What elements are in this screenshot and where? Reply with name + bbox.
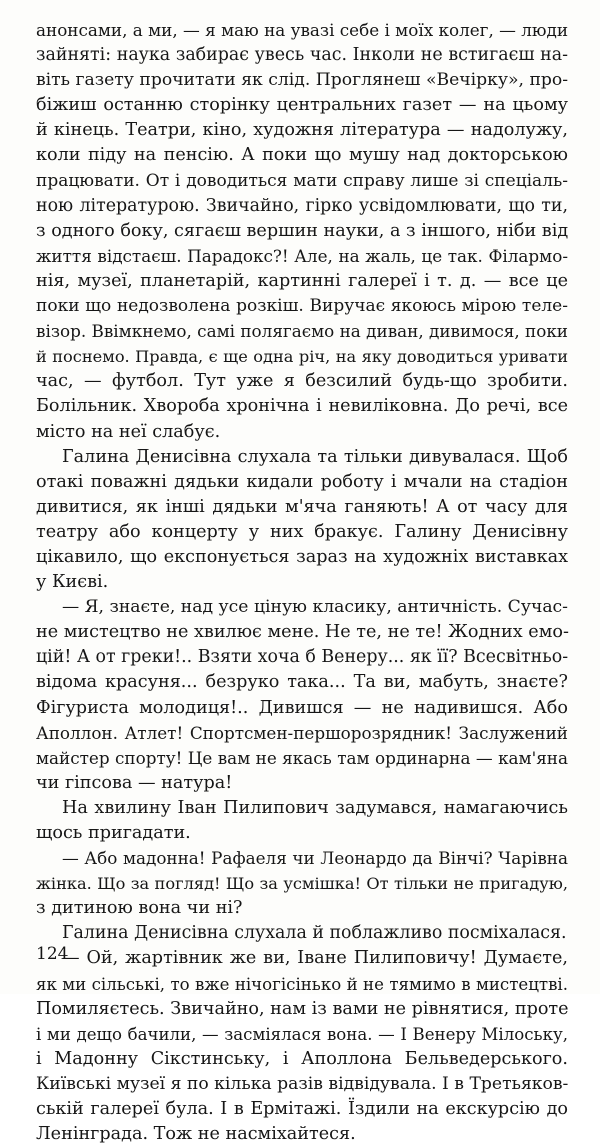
text-line: цікавило, що експонується зараз на художніх виставках <box>36 546 568 567</box>
text-line: й кінець. Театри, кіно, художня література — надолужу, <box>36 120 568 141</box>
text-line: не мистецтво не хвилює мене. Не те, не те! Жодних емо- <box>36 622 569 643</box>
page-number: 124 <box>36 944 69 964</box>
text-line: Аполлон. Атлет! Спортсмен-першорозрядник! Заслужений <box>36 722 568 743</box>
text-line: анонсами, а ми, — я маю на увазі себе і моїх колег, — люди <box>36 20 569 40</box>
text-line: отакі поважні дядьки кидали роботу і мчали на стадіон <box>36 471 568 492</box>
text-line: Ленінграда. Тож не насміхайтеся. <box>36 1124 356 1145</box>
text-line: коли піду на пенсію. А поки що мушу над докторською <box>36 145 568 166</box>
text-line: з дитиною вона чи ні? <box>36 898 243 919</box>
text-line: чи гіпсова — натура! <box>36 772 233 793</box>
text-line: ною літературою. Звичайно, гірко усвідомлювати, що ти, <box>36 195 568 216</box>
text-line: — Я, знаєте, над усе ціную класику, античність. Сучас- <box>62 597 568 618</box>
text-line: щось пригадати. <box>36 823 191 843</box>
text-line: Болільник. Хвороба хронічна і невиліковна. До речі, все <box>36 396 568 417</box>
text-line: відома красуня... безруко така... Та ви, мабуть, знаєте? <box>36 672 568 693</box>
text-line: віть газету прочитати як слід. Проглянеш «Вечірку», про- <box>36 70 569 91</box>
text-line: і Мадонну Сікстинську, і Аполлона Бельведерського. <box>36 1048 568 1069</box>
text-line: — Ой, жартівник же ви, Іване Пилиповичу! Думаєте, <box>62 948 568 969</box>
text-line: зайняті: наука забирає увесь час. Інколи не встигаєш на- <box>36 45 568 66</box>
text-line: Київські музеї я по кілька разів відвідувала. І в Третьяков- <box>36 1073 569 1094</box>
text-line: поки що недозволена розкіш. Виручає якоюсь мірою теле- <box>36 296 568 317</box>
text-line: нія, музеї, планетарій, картинні галереї і т. д. — все це <box>36 270 568 291</box>
text-line: Фігуриста молодиця!.. Дивишся — не надивишся. Або <box>36 697 568 718</box>
text-line: й поснемо. Правда, є ще одна річ, на яку доводиться уривати <box>36 347 568 367</box>
text-line: працювати. От і доводиться мати справу лише зі спеціаль- <box>36 170 568 191</box>
text-line: Галина Денисівна слухала та тільки дивувалася. Щоб <box>62 446 568 467</box>
text-line: Помиляєтесь. Звичайно, нам із вами не рівнятися, проте <box>36 998 569 1019</box>
text-line: місто на неї слабує. <box>36 421 221 442</box>
text-line: ській галереї була. І в Ермітажі. Їздили на екскурсію до <box>36 1099 568 1120</box>
text-line: цій! А от греки!.. Взяти хоча б Венеру... як її? Всесвітньо- <box>36 647 569 668</box>
text-line: жінка. Що за погляд! Що за усмішка! От тільки не пригадую, <box>36 874 568 894</box>
page-body-text <box>36 18 568 1147</box>
text-line: — Або мадонна! Рафаеля чи Леонардо да Вінчі? Чарівна <box>62 848 568 869</box>
text-line: візор. Ввімкнемо, самі полягаємо на диван, дивимося, поки <box>36 321 568 342</box>
text-line: час, — футбол. Тут уже я безсилий будь-що зробити. <box>36 371 568 392</box>
text-line: у Києві. <box>36 572 109 593</box>
text-line: театру або концерту у них бракує. Галину Денисівну <box>36 521 568 542</box>
text-line: життя відстаєш. Парадокс?! Але, на жаль, це так. Філармо- <box>36 245 568 266</box>
text-line: Галина Денисівна слухала й поблажливо посміхалася. <box>62 923 567 944</box>
text-line: На хвилину Іван Пилипович задумався, намагаючись <box>62 797 568 818</box>
text-line: майстер спорту! Це вам не якась там ординарна — кам'яна <box>36 747 568 768</box>
text-line: з одного боку, сягаєш вершин науки, а з іншого, ніби від <box>36 220 569 241</box>
text-line: біжиш останню сторінку центральних газет — на цьому <box>36 95 568 116</box>
text-line: як ми сільські, то вже нічогісінько й не тямимо в мистецтві. <box>36 974 568 994</box>
text-line: дивитися, як інші дядьки м'яча ганяють! А от часу для <box>36 496 568 517</box>
text-line: і ми дещо бачили, — засміялася вона. — І Венеру Мілоську, <box>36 1024 568 1044</box>
